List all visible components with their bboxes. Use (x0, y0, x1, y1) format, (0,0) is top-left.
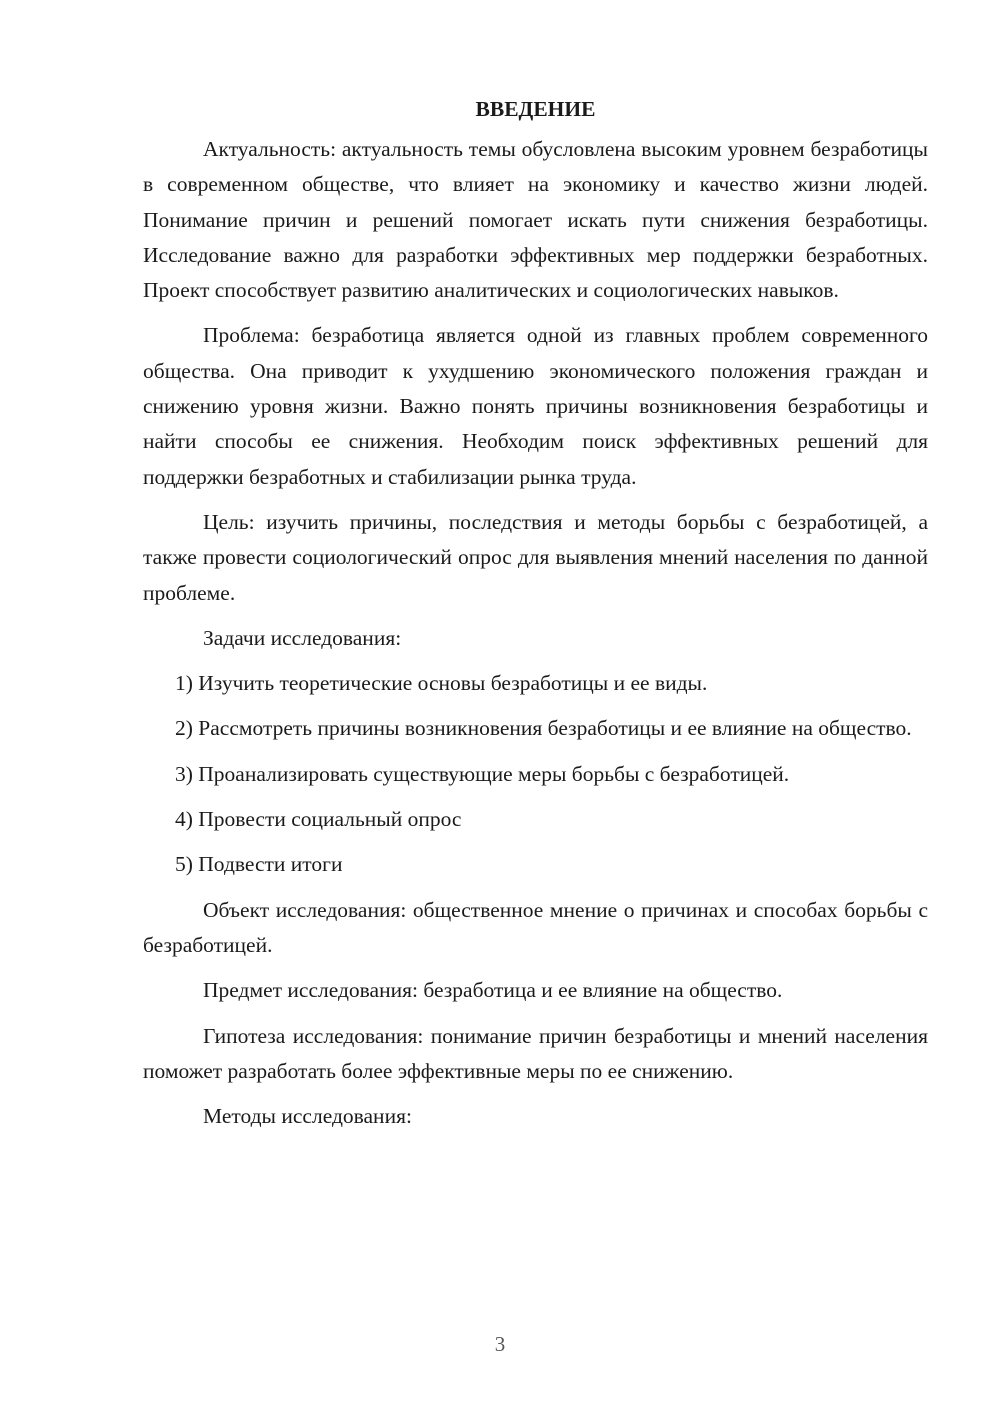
task-item-2: 2) Рассмотреть причины возникновения безработицы и ее влияние на общество. (175, 716, 912, 741)
object-paragraph: Объект исследования: общественное мнение о причинах и способах борьбы с безработицей. (143, 897, 928, 957)
tasks-heading: Задачи исследования: (203, 625, 402, 650)
methods-heading: Методы исследования: (203, 1104, 412, 1129)
page-number: 3 (494, 1332, 506, 1356)
relevance-paragraph: Актуальность: актуальность темы обусловлена высоким уровнем безработицы в современном обществе, что влияет на экономику и качество жизни людей. Понимание причин и решений помогает искать пути снижения безработицы. Исследование важно для разработки эффективных мер поддержки безработных. Проект способствует развитию аналитических и социологических навыков. (143, 137, 928, 303)
task-item-3: 3) Проанализировать существующие меры борьбы с безработицей. (175, 761, 790, 786)
subject-paragraph: Предмет исследования: безработица и ее влияние на общество. (203, 978, 783, 1003)
document-title: ВВЕДЕНИЕ (475, 97, 596, 121)
document-page (143, 92, 928, 1144)
problem-paragraph: Проблема: безработица является одной из главных проблем современного общества. Она приводит к ухудшению экономического положения граждан и снижению уровня жизни. Важно понять причины возникновения безработицы и найти способы ее снижения. Необходим поиск эффективных решений для поддержки безработных и стабилизации рынка труда. (143, 323, 928, 489)
goal-paragraph: Цель: изучить причины, последствия и методы борьбы с безработицей, а также провести социологический опрос для выявления мнений населения по данной проблеме. (143, 509, 928, 605)
task-item-5: 5) Подвести итоги (175, 852, 343, 877)
task-item-1: 1) Изучить теоретические основы безработицы и ее виды. (175, 671, 708, 696)
task-item-4: 4) Провести социальный опрос (175, 807, 462, 832)
hypothesis-paragraph: Гипотеза исследования: понимание причин безработицы и мнений населения поможет разработать более эффективные меры по ее снижению. (143, 1023, 928, 1083)
